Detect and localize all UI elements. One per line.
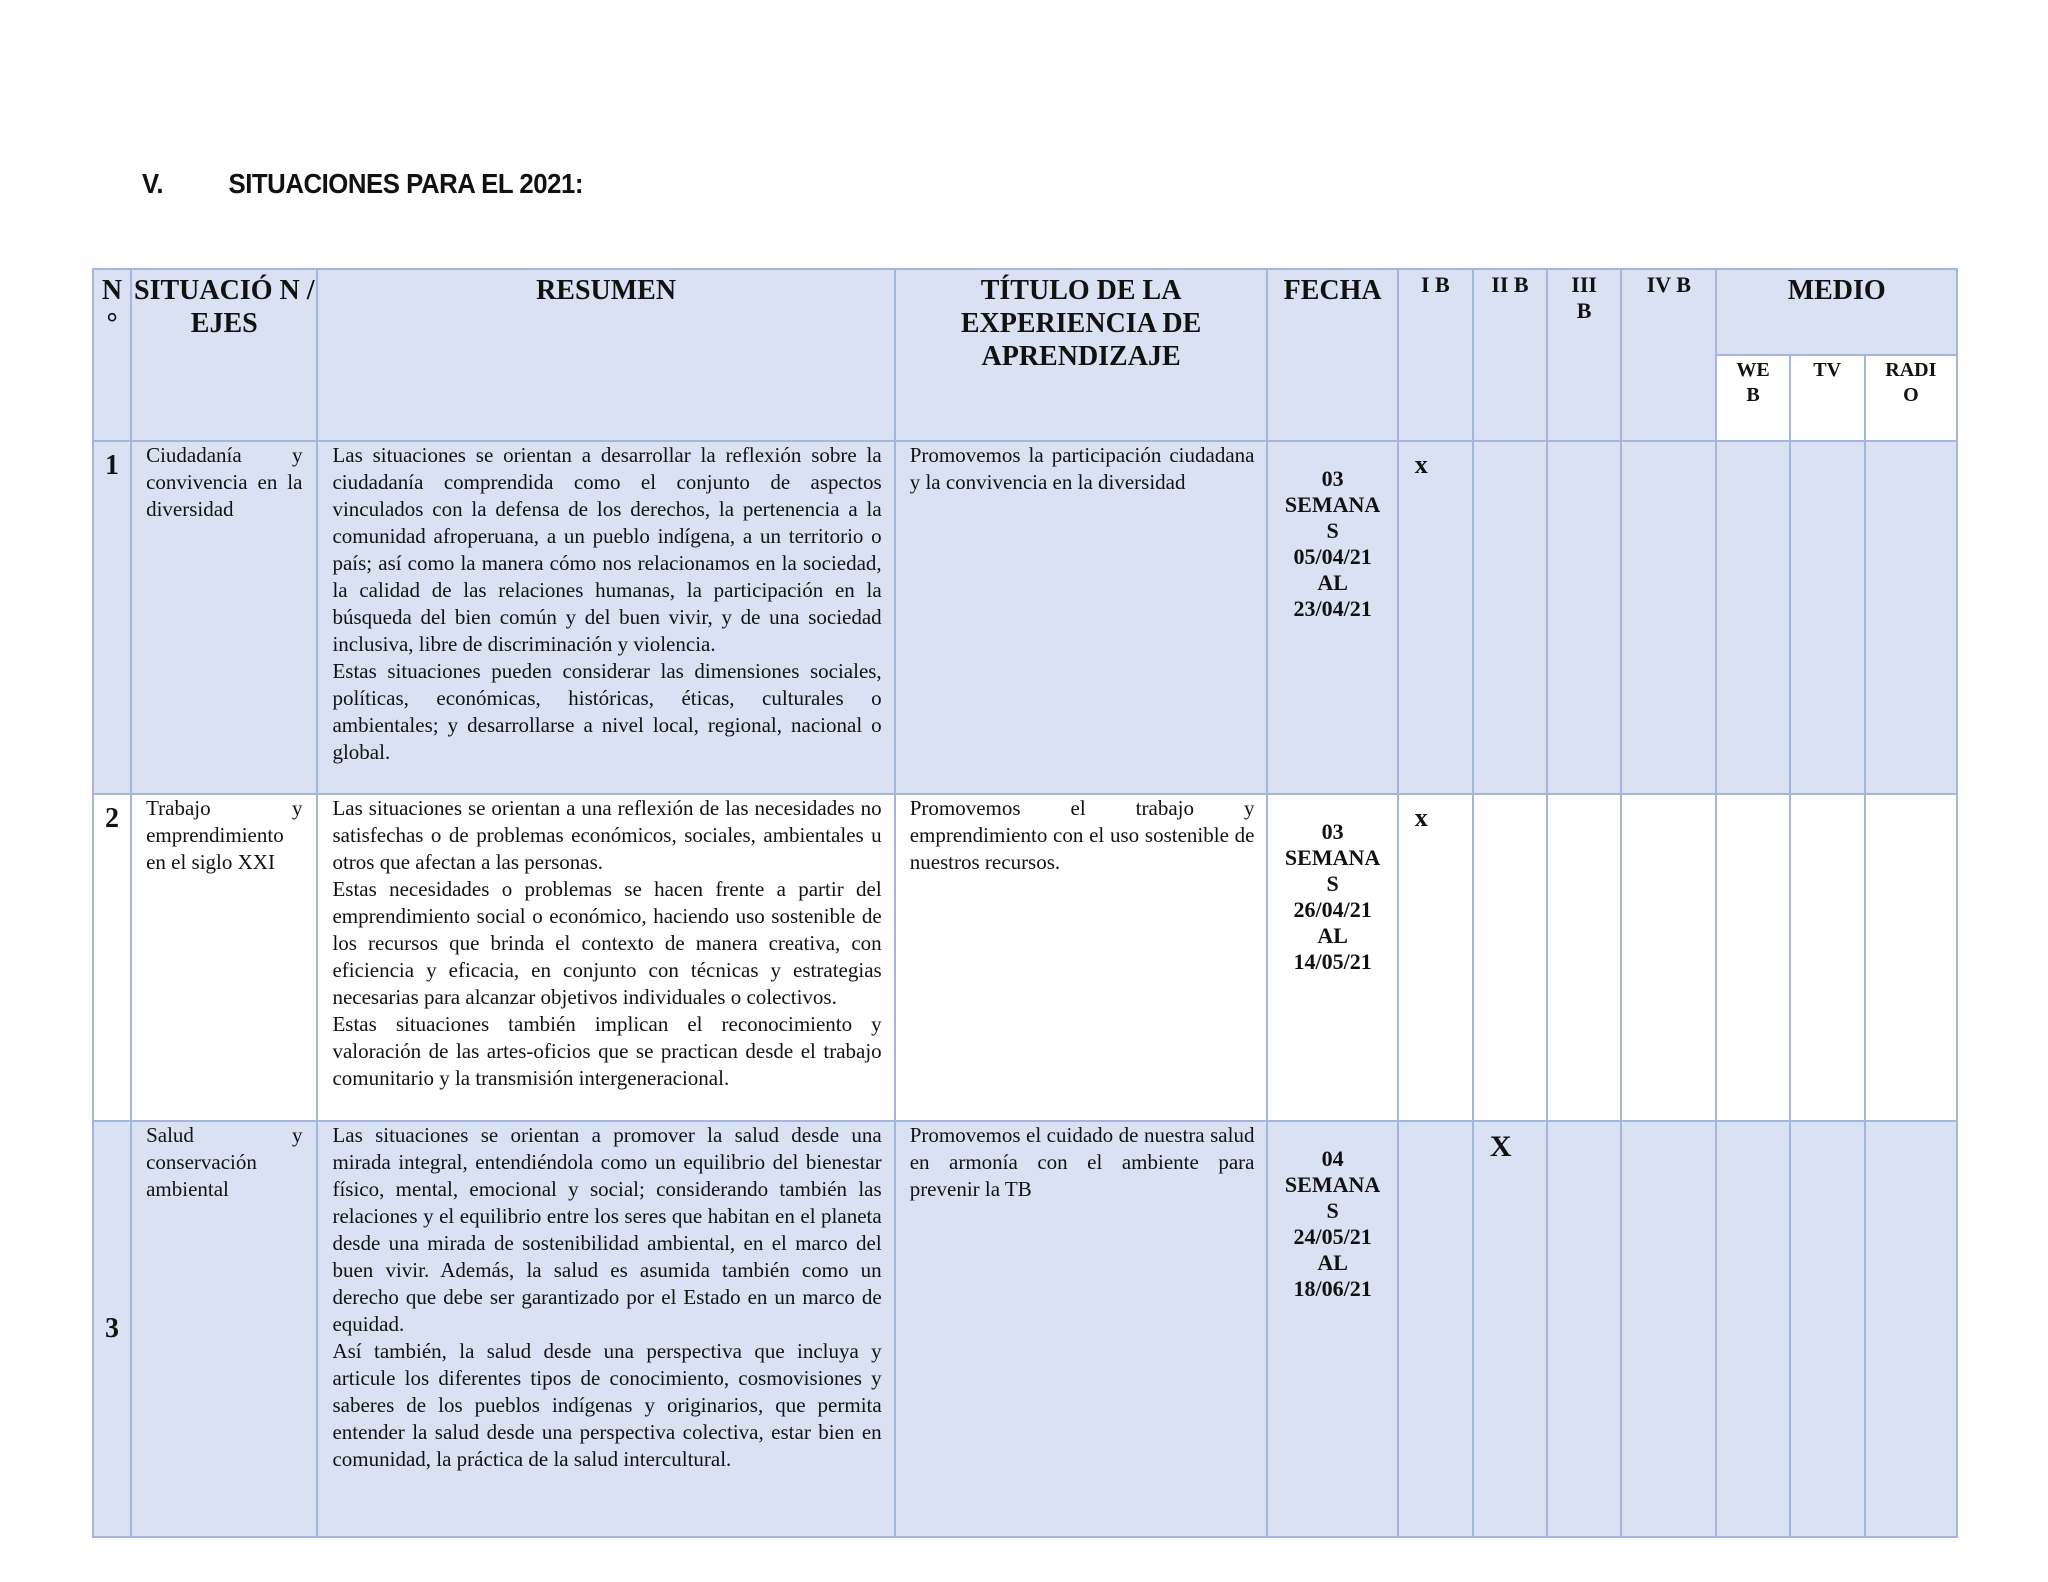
situacion-cell: Salud y conservación ambiental [131, 1121, 317, 1537]
table-row [93, 441, 1957, 794]
resumen-paragraph: Las situaciones se orientan a desarrollar la reflexión sobre la ciudadanía comprendida como el conjunto de aspectos vinculados con la defensa de los derechos, la pertenencia a la comunidad afroperuana, a un pueblo indígena, a un territorio o país; así como la manera cómo nos relacionamos en la sociedad, la calidad de las relaciones humanas, la participación en la búsqueda del bien común y del buen vivir, y de una sociedad inclusiva, libre de discriminación y violencia. [332, 443, 882, 656]
header-situacion: SITUACIÓ N / EJES [131, 269, 317, 441]
header-fecha: FECHA [1267, 269, 1397, 441]
fecha-label-end: S [1326, 871, 1339, 896]
fecha-semanas: 03 [1321, 819, 1344, 844]
medio-web-cell [1716, 441, 1789, 794]
medio-radio-cell [1865, 1121, 1957, 1537]
resumen-paragraph: Las situaciones se orientan a promover la salud desde una mirada integral, entendiéndola como un equilibrio del bienestar físico, mental, emocional y social; considerando también las relaciones y el equilibrio entre los seres que habitan en el planeta desde una mirada de sostenibilidad ambiental, en el marco del buen vivir. Además, la salud es asumida también como un derecho que debe ser garantizado por el Estado en un marco de equidad. [332, 1123, 882, 1336]
resumen-cell [317, 794, 894, 1121]
fecha-label-end: S [1326, 1198, 1339, 1223]
mark-iiib [1547, 441, 1621, 794]
medio-tv-cell [1790, 794, 1865, 1121]
resumen-paragraph: Estas situaciones pueden considerar las dimensiones sociales, políticas, económicas, históricas, éticas, culturales o ambientales; y desarrollarse a nivel local, regional, nacional o global. [332, 659, 882, 764]
section-number: V. [142, 168, 164, 199]
mark-ib: x [1398, 794, 1473, 1121]
medio-web-cell [1716, 1121, 1789, 1537]
mark-ivb [1621, 1121, 1716, 1537]
fecha-semanas: 03 [1321, 466, 1344, 491]
mark-iiib [1547, 794, 1621, 1121]
header-resumen: RESUMEN [317, 269, 894, 441]
mark-ib: x [1398, 441, 1473, 794]
medio-radio-cell [1865, 794, 1957, 1121]
fecha-inicio: 26/04/21 [1293, 897, 1372, 922]
fecha-semanas: 04 [1321, 1146, 1344, 1171]
situacion-cell: Trabajo y emprendimiento en el siglo XXI [131, 794, 317, 1121]
mark-ib [1398, 1121, 1473, 1537]
header-tv: TV [1790, 355, 1865, 441]
medio-tv-cell [1790, 441, 1865, 794]
fecha-label: SEMANA [1284, 492, 1381, 517]
header-titulo: TÍTULO DE LA EXPERIENCIA DE APRENDIZAJE [895, 269, 1268, 441]
mark-iiib [1547, 1121, 1621, 1537]
fecha-al: AL [1317, 570, 1348, 595]
situacion-cell: Ciudadanía y convivencia en la diversidad [131, 441, 317, 794]
mark-ivb [1621, 441, 1716, 794]
header-iib: II B [1473, 269, 1547, 441]
titulo-cell: Promovemos el trabajo y emprendimiento con el uso sostenible de nuestros recursos. [895, 794, 1268, 1121]
titulo-cell: Promovemos la participación ciudadana y la convivencia en la diversidad [895, 441, 1268, 794]
situations-table [92, 268, 1958, 1538]
fecha-fin: 23/04/21 [1293, 596, 1372, 621]
medio-web-cell [1716, 794, 1789, 1121]
header-iiib: III B [1547, 269, 1621, 441]
fecha-cell [1267, 794, 1397, 1121]
mark-iib [1473, 794, 1547, 1121]
medio-radio-cell [1865, 441, 1957, 794]
header-radio: RADI O [1865, 355, 1957, 441]
header-ib: I B [1398, 269, 1473, 441]
section-heading [142, 168, 583, 200]
fecha-label-end: S [1326, 518, 1339, 543]
row-number: 1 [93, 441, 131, 794]
resumen-paragraph: Estas necesidades o problemas se hacen frente a partir del emprendimiento social o económico, haciendo uso sostenible de los recursos que brinda el contexto de manera creativa, con eficiencia y eficacia, en conjunto con técnicas y estrategias necesarias para alcanzar objetivos individuales o colectivos. [332, 877, 882, 1009]
fecha-label: SEMANA [1284, 1172, 1381, 1197]
fecha-fin: 18/06/21 [1293, 1276, 1372, 1301]
resumen-cell [317, 1121, 894, 1537]
fecha-inicio: 05/04/21 [1293, 544, 1372, 569]
resumen-paragraph: Las situaciones se orientan a una reflexión de las necesidades no satisfechas o de problemas económicos, sociales, ambientales u otros que afectan a las personas. [332, 796, 882, 874]
fecha-cell [1267, 441, 1397, 794]
header-medio: MEDIO [1716, 269, 1957, 355]
header-n: N ° [93, 269, 131, 441]
medio-tv-cell [1790, 1121, 1865, 1537]
header-ivb: IV B [1621, 269, 1716, 441]
mark-iib: X [1473, 1121, 1547, 1537]
row-number: 3 [93, 1121, 131, 1537]
mark-iib [1473, 441, 1547, 794]
fecha-cell [1267, 1121, 1397, 1537]
fecha-al: AL [1317, 923, 1348, 948]
header-web: WE B [1716, 355, 1789, 441]
fecha-fin: 14/05/21 [1293, 949, 1372, 974]
resumen-cell [317, 441, 894, 794]
section-title: SITUACIONES PARA EL 2021: [228, 168, 583, 199]
table-row [93, 1121, 1957, 1537]
fecha-label: SEMANA [1284, 845, 1381, 870]
fecha-inicio: 24/05/21 [1293, 1224, 1372, 1249]
row-number: 2 [93, 794, 131, 1121]
fecha-al: AL [1317, 1250, 1348, 1275]
titulo-cell: Promovemos el cuidado de nuestra salud en armonía con el ambiente para prevenir la TB [895, 1121, 1268, 1537]
table-row [93, 794, 1957, 1121]
resumen-paragraph: Así también, la salud desde una perspectiva que incluya y articule los diferentes tipos de conocimiento, cosmovisiones y saberes de los pueblos indígenas y originarios, que permita entender la salud desde una perspectiva colectiva, estar bien en comunidad, la práctica de la salud intercultural. [332, 1339, 882, 1471]
mark-ivb [1621, 794, 1716, 1121]
resumen-paragraph: Estas situaciones también implican el reconocimiento y valoración de las artes-oficios que se practican desde el trabajo comunitario y la transmisión intergeneracional. [332, 1012, 882, 1090]
